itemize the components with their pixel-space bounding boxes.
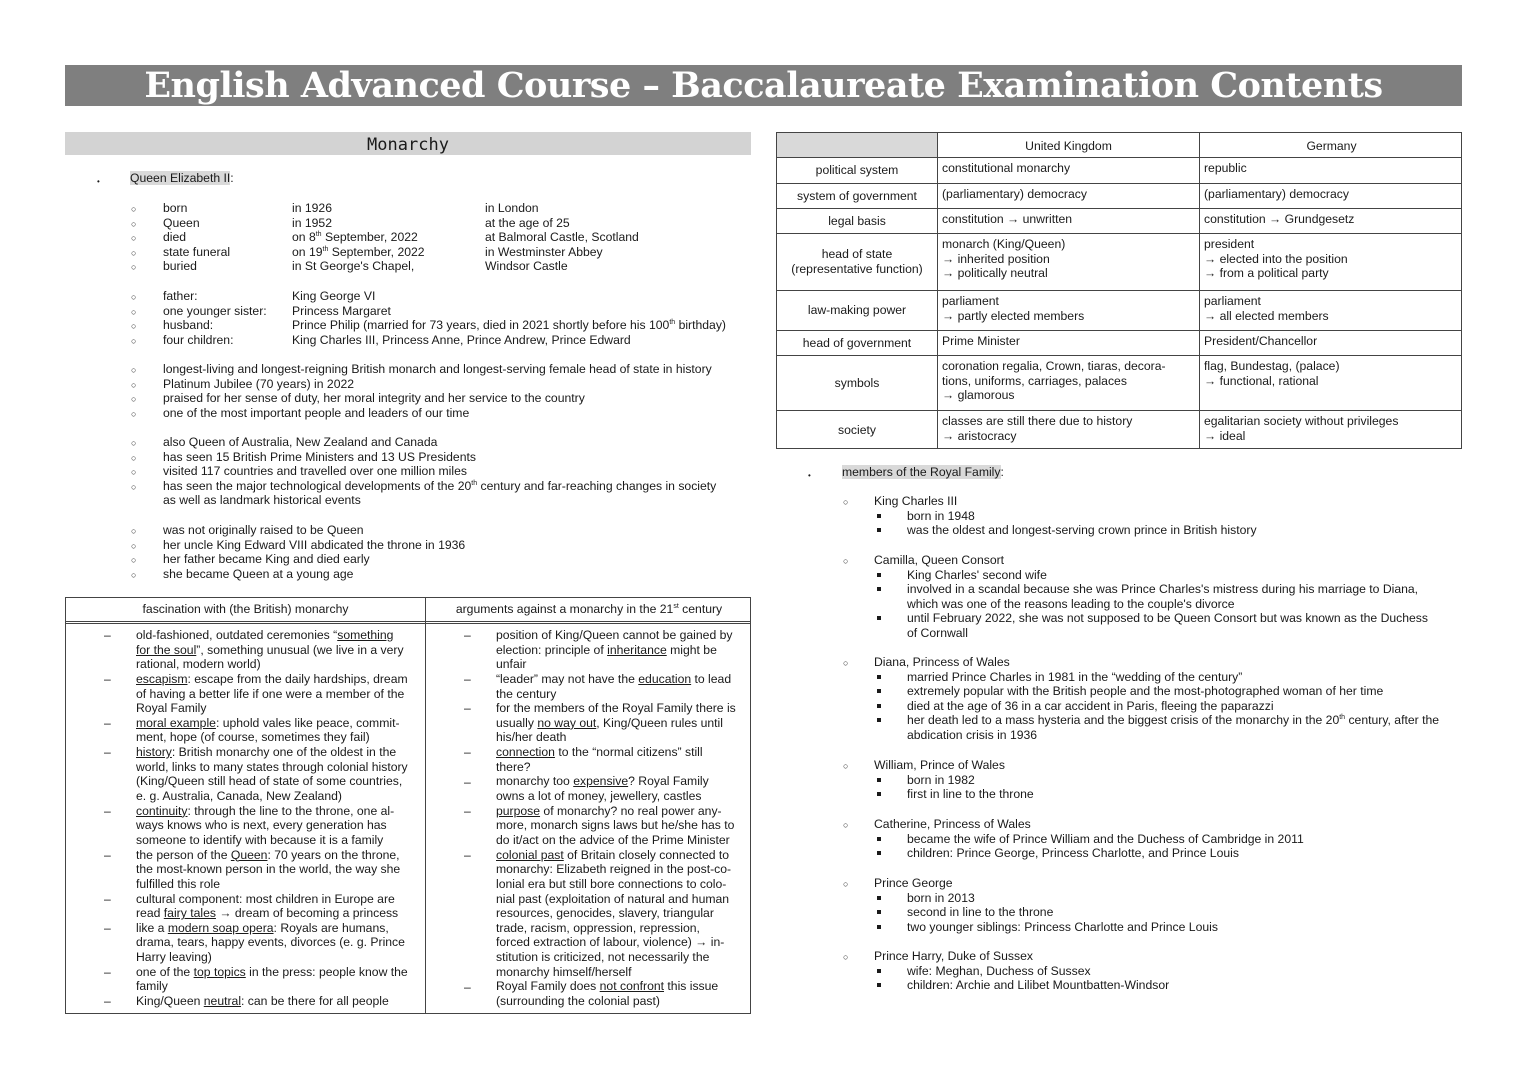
- argument-line: rational, modern world): [136, 657, 261, 672]
- dash-bullet: –: [104, 745, 111, 760]
- uk-cell: (parliamentary) democracy: [942, 187, 1087, 201]
- youth-line: her uncle King Edward VIII abdicated the throne in 1936: [163, 537, 466, 552]
- against-heading: arguments against a monarchy in the 21st century: [455, 602, 723, 616]
- uk-cell: → aristocracy: [942, 428, 1017, 443]
- argument-line: King/Queen neutral: can be there for all people: [136, 994, 389, 1009]
- for-arguments: [136, 628, 408, 1009]
- royal-member-point: her death led to a mass hysteria and the biggest crisis of the monarchy in the 20th century, after the: [907, 713, 1440, 728]
- argument-line: history: British monarchy one of the oldest in the: [136, 745, 397, 760]
- circle-bullet: ○: [131, 321, 137, 332]
- dash-bullet: –: [464, 774, 471, 789]
- circle-bullet: ○: [843, 820, 849, 830]
- fact-label: state funeral: [163, 244, 231, 259]
- achievement-line: praised for her sense of duty, her moral integrity and her service to the country: [163, 391, 585, 406]
- argument-line: escapism: escape from the daily hardships, dream: [136, 671, 408, 686]
- argument-line: cultural component: most children in Europe are: [136, 891, 395, 906]
- fact-date: on 19th September, 2022: [292, 244, 425, 259]
- argument-line: e. g. Australia, Canada, New Zealand): [136, 789, 342, 804]
- square-bullet: [877, 910, 881, 914]
- royal-member-point: first in line to the throne: [907, 787, 1034, 802]
- argument-line: old-fashioned, outdated ceremonies “something: [136, 628, 394, 642]
- argument-line: usually no way out, King/Queen rules until: [496, 715, 723, 730]
- argument-line: election: principle of inheritance might be: [496, 642, 717, 657]
- fact-place: in Westminster Abbey: [485, 244, 603, 259]
- argument-line: for the members of the Royal Family there is: [496, 701, 736, 716]
- row-label: head of government: [802, 335, 912, 350]
- fact2-line: has seen the major technological developments of the 20th century and far-reaching changes in society: [163, 478, 717, 493]
- circle-bullet: ○: [131, 569, 137, 580]
- fact-place: at Balmoral Castle, Scotland: [485, 230, 639, 245]
- argument-line: connection to the “normal citizens” still: [496, 745, 703, 760]
- family-label: husband:: [163, 318, 214, 333]
- argument-line: one of the top topics in the press: people know the: [136, 964, 408, 979]
- royal-member-name: King Charles III: [874, 494, 958, 508]
- circle-bullet: ○: [843, 497, 849, 507]
- fact2-line: also Queen of Australia, New Zealand and Canada: [163, 435, 438, 449]
- circle-bullet: ○: [131, 408, 137, 419]
- germany-cell: → ideal: [1204, 428, 1246, 443]
- germany-cell: flag, Bundestag, (palace): [1204, 359, 1340, 373]
- germany-cell: parliament: [1204, 294, 1261, 308]
- circle-bullet: ○: [843, 658, 849, 668]
- argument-line: there?: [496, 759, 531, 774]
- square-bullet: [877, 616, 881, 620]
- argument-line: more, monarch signs laws but he/she has to: [496, 818, 735, 833]
- circle-bullet: ○: [131, 233, 137, 244]
- fact-label: born: [163, 201, 188, 215]
- circle-bullet: ○: [131, 247, 137, 258]
- royal-member-point: children: Prince George, Princess Charlotte, and Prince Louis: [907, 846, 1239, 861]
- circle-bullet: ○: [843, 952, 849, 962]
- uk-cell: coronation regalia, Crown, tiaras, decora-: [942, 359, 1166, 373]
- argument-line: (surrounding the colonial past): [496, 994, 660, 1009]
- argument-line: ways knows who is next, every generation has: [136, 818, 387, 833]
- youth-line: was not originally raised to be Queen: [163, 523, 364, 537]
- argument-line: monarchy too expensive? Royal Family: [496, 774, 709, 789]
- square-bullet: [877, 925, 881, 929]
- argument-line: forced extraction of labour, violence) → in-: [496, 935, 725, 950]
- dash-bullet: –: [104, 671, 111, 686]
- circle-bullet: ○: [131, 467, 137, 478]
- fact-date: in St George's Chapel,: [292, 259, 415, 274]
- dash-bullet: –: [464, 803, 471, 818]
- square-bullet: [877, 704, 881, 708]
- circle-bullet: ○: [843, 761, 849, 771]
- argument-line: Royal Family does not confront this issue: [496, 979, 719, 994]
- dash-bullet: –: [464, 847, 471, 862]
- dash-bullet: –: [464, 979, 471, 994]
- section-heading: Monarchy: [65, 132, 751, 155]
- argument-line: nial past (exploitation of natural and human: [496, 891, 730, 906]
- fact-label: Queen: [163, 215, 200, 230]
- dash-bullet: –: [104, 964, 111, 979]
- argument-line: stitution is criticized, not necessarily the: [496, 950, 710, 965]
- argument-line: unfair: [496, 657, 527, 672]
- fact2-line: as well as landmark historical events: [163, 493, 361, 508]
- uk-cell: tions, uniforms, carriages, palaces: [942, 373, 1127, 388]
- royal-member-point: second in line to the throne: [907, 905, 1054, 920]
- row-label: system of government: [797, 188, 917, 203]
- fact-place: in London: [485, 201, 539, 215]
- dash-bullet: –: [104, 994, 111, 1009]
- circle-bullet: ○: [131, 394, 137, 405]
- circle-bullet: ○: [131, 204, 137, 214]
- royal-member-point: extremely popular with the British people and the most-photographed woman of her time: [907, 684, 1384, 699]
- family-value: King Charles III, Princess Anne, Prince Andrew, Prince Edward: [292, 332, 631, 347]
- argument-line: trade, racism, oppression, repression,: [496, 920, 700, 935]
- germany-cell: president: [1204, 237, 1255, 251]
- argument-line: Royal Family: [136, 701, 207, 716]
- circle-bullet: ○: [131, 292, 137, 302]
- uk-cell: Prime Minister: [942, 334, 1020, 348]
- uk-cell: monarch (King/Queen): [942, 237, 1066, 251]
- circle-bullet: ○: [131, 335, 137, 346]
- dash-bullet: –: [464, 628, 471, 642]
- argument-line: like a modern soap opera: Royals are humans,: [136, 920, 389, 935]
- royal-member-point: born in 1982: [907, 772, 975, 787]
- argument-line: Harry leaving): [136, 950, 212, 965]
- row-label: head of state: [821, 247, 893, 262]
- row-label: political system: [815, 163, 899, 178]
- fact-date: in 1952: [292, 215, 332, 230]
- square-bullet: [877, 778, 881, 782]
- royal-member-point: two younger siblings: Princess Charlotte and Prince Louis: [907, 919, 1218, 934]
- circle-bullet: ○: [131, 555, 137, 566]
- square-bullet: [877, 528, 881, 532]
- fact2-line: visited 117 countries and travelled over one million miles: [163, 464, 467, 479]
- royal-member-name: Catherine, Princess of Wales: [874, 817, 1031, 831]
- against-arguments: [496, 628, 736, 1009]
- fact-label: buried: [163, 259, 197, 274]
- circle-bullet: ○: [131, 306, 137, 317]
- circle-bullet: ○: [843, 556, 849, 566]
- argument-line: moral example: uphold vales like peace, commit-: [136, 715, 400, 730]
- youth-line: she became Queen at a young age: [163, 566, 354, 581]
- germany-cell: republic: [1204, 161, 1247, 175]
- royals-heading: members of the Royal Family:: [842, 465, 1004, 479]
- argument-line: his/her death: [496, 730, 567, 745]
- square-bullet: [877, 837, 881, 841]
- square-bullet: [877, 514, 881, 518]
- argument-line: do it/act on the advice of the Prime Minister: [496, 832, 730, 847]
- fact-date: on 8th September, 2022: [292, 230, 418, 245]
- dash-bullet: –: [464, 745, 471, 760]
- germany-cell: → functional, rational: [1204, 373, 1319, 388]
- square-bullet: [877, 675, 881, 679]
- argument-line: the person of the Queen: 70 years on the throne,: [136, 847, 400, 862]
- germany-cell: (parliamentary) democracy: [1204, 187, 1349, 201]
- royal-member-name: Camilla, Queen Consort: [874, 553, 1005, 567]
- royal-member-name: Prince Harry, Duke of Sussex: [874, 949, 1033, 963]
- achievement-line: one of the most important people and leaders of our time: [163, 405, 470, 420]
- argument-line: purpose of monarchy? no real power any-: [496, 803, 722, 818]
- royal-member-point: until February 2022, she was not supposed to be Queen Consort but was known as the Duchess: [907, 611, 1428, 626]
- argument-line: monarchy himself/herself: [496, 964, 632, 979]
- square-bullet: [877, 851, 881, 855]
- uk-cell: constitutional monarchy: [942, 161, 1071, 175]
- family-label: father:: [163, 289, 198, 303]
- circle-bullet: ○: [131, 526, 137, 536]
- circle-bullet: ○: [131, 262, 137, 273]
- uk-cell: → politically neutral: [942, 266, 1048, 281]
- family-label: four children:: [163, 332, 234, 347]
- family-value: Princess Margaret: [292, 303, 391, 318]
- argument-line: drama, tears, happy events, divorces (e. g. Prince: [136, 935, 405, 950]
- royal-member-name: Prince George: [874, 876, 953, 890]
- arguments-table: [65, 597, 751, 1014]
- square-bullet: [877, 896, 881, 900]
- royal-member-point: born in 2013: [907, 890, 975, 905]
- argument-line: the most-known person in the world, the way she: [136, 862, 401, 877]
- royal-member-point: King Charles' second wife: [907, 567, 1047, 582]
- square-bullet: [877, 587, 881, 591]
- circle-bullet: ○: [131, 379, 137, 390]
- argument-line: (King/Queen still head of state of some countries,: [136, 774, 403, 789]
- royal-member-point: was the oldest and longest-serving crown prince in British history: [907, 523, 1257, 538]
- family-label: one younger sister:: [163, 303, 267, 318]
- row-label: legal basis: [828, 213, 886, 228]
- circle-bullet: ○: [131, 452, 137, 463]
- uk-cell: → inherited position: [942, 251, 1050, 266]
- argument-line: position of King/Queen cannot be gained by: [496, 628, 733, 642]
- argument-line: family: [136, 979, 168, 994]
- achievement-line: longest-living and longest-reigning British monarch and longest-serving female head of state in history: [163, 362, 712, 376]
- dash-bullet: –: [104, 847, 111, 862]
- circle-bullet: ○: [131, 481, 137, 492]
- argument-line: fulfilled this role: [136, 876, 220, 891]
- argument-line: lonial era but still bore connections to colo-: [496, 876, 727, 891]
- circle-bullet: ○: [843, 879, 849, 889]
- row-label: law-making power: [807, 303, 907, 318]
- royal-member-point: born in 1948: [907, 508, 975, 523]
- uk-cell: classes are still there due to history: [942, 414, 1133, 428]
- argument-line: the century: [496, 686, 557, 701]
- row-label: (representative function): [791, 262, 923, 276]
- square-bullet: [877, 718, 881, 722]
- germany-cell: → all elected members: [1204, 308, 1329, 323]
- circle-bullet: ○: [131, 540, 137, 551]
- argument-line: monarchy: Elizabeth reigned in the post-co-: [496, 862, 732, 877]
- dash-bullet: –: [104, 921, 111, 935]
- argument-line: ment, hope (of course, sometimes they fail): [136, 730, 370, 745]
- family-value: King George VI: [292, 289, 376, 303]
- uk-cell: parliament: [942, 294, 999, 308]
- fact-date: in 1926: [292, 201, 332, 215]
- argument-line: of having a better life if one were a member of the: [136, 686, 405, 701]
- royal-member-name: William, Prince of Wales: [874, 758, 1005, 772]
- argument-line: read fairy tales → dream of becoming a princess: [136, 906, 399, 921]
- royal-member-point: of Cornwall: [907, 626, 968, 640]
- circle-bullet: ○: [131, 218, 137, 229]
- comparison-table: [776, 132, 1462, 449]
- argument-line: continuity: through the line to the throne, one al-: [136, 803, 395, 818]
- row-label: symbols: [834, 375, 880, 390]
- argument-line: owns a lot of money, jewellery, castles: [496, 789, 702, 804]
- germany-cell: → elected into the position: [1204, 251, 1348, 266]
- germany-cell: egalitarian society without privileges: [1204, 414, 1399, 428]
- col-uk: United Kingdom: [1025, 139, 1112, 153]
- argument-line: “leader” may not have the education to lead: [496, 671, 732, 686]
- royal-member-point: married Prince Charles in 1981 in the “wedding of the century”: [907, 669, 1243, 684]
- royal-member-point: wife: Meghan, Duchess of Sussex: [907, 963, 1091, 978]
- fact2-line: has seen 15 British Prime Ministers and 13 US Presidents: [163, 449, 476, 464]
- square-bullet: [877, 573, 881, 577]
- fact-label: died: [163, 230, 187, 245]
- dash-bullet: –: [104, 628, 111, 642]
- queen-heading: Queen Elizabeth II:: [130, 171, 234, 185]
- royal-member-point: abdication crisis in 1936: [907, 728, 1038, 742]
- royal-member-point: became the wife of Prince William and the Duchess of Cambridge in 2011: [907, 831, 1304, 846]
- royal-member-name: Diana, Princess of Wales: [874, 655, 1010, 669]
- dash-bullet: –: [464, 671, 471, 686]
- argument-line: colonial past of Britain closely connected to: [496, 847, 730, 862]
- fact-place: at the age of 25: [485, 215, 570, 230]
- dash-bullet: –: [104, 891, 111, 906]
- argument-line: resources, genocides, slavery, triangular: [496, 906, 714, 921]
- circle-bullet: ○: [131, 365, 137, 375]
- row-label: society: [838, 423, 876, 438]
- uk-cell: constitution → unwritten: [942, 212, 1073, 226]
- square-bullet: [877, 969, 881, 973]
- bullet: •: [808, 471, 811, 480]
- germany-cell: President/Chancellor: [1204, 334, 1318, 348]
- circle-bullet: ○: [131, 438, 137, 448]
- royal-member-point: which was one of the reasons leading to the couple's divorce: [907, 596, 1235, 611]
- page-banner: English Advanced Course – Baccalaureate Examination Contents: [65, 65, 1462, 106]
- royal-member-point: died at the age of 36 in a car accident in Paris, fleeing the paparazzi: [907, 698, 1274, 713]
- dash-bullet: –: [464, 701, 471, 716]
- youth-line: her father became King and died early: [163, 552, 370, 567]
- square-bullet: [877, 983, 881, 987]
- argument-line: someone to identify with because it is a family: [136, 832, 384, 847]
- square-bullet: [877, 792, 881, 796]
- royal-member-point: involved in a scandal because she was Prince Charles's mistress during his marriage to Diana,: [907, 582, 1419, 597]
- dash-bullet: –: [104, 803, 111, 818]
- fact-place: Windsor Castle: [485, 259, 568, 274]
- germany-cell: constitution → Grundgesetz: [1204, 212, 1355, 226]
- family-value: Prince Philip (married for 73 years, died in 2021 shortly before his 100th birthday): [292, 318, 726, 333]
- dash-bullet: –: [104, 715, 111, 730]
- col-germany: Germany: [1306, 139, 1357, 153]
- argument-line: for the soul”, something unusual (we live in a very: [136, 642, 404, 657]
- royal-member-point: children: Archie and Lilibet Mountbatten-Windsor: [907, 978, 1170, 993]
- germany-cell: → from a political party: [1204, 266, 1329, 281]
- uk-cell: → partly elected members: [942, 308, 1085, 323]
- uk-cell: → glamorous: [942, 388, 1015, 403]
- for-heading: fascination with (the British) monarchy: [142, 602, 349, 616]
- argument-line: world, links to many states through colonial history: [136, 759, 408, 774]
- bullet: •: [97, 177, 100, 186]
- square-bullet: [877, 689, 881, 693]
- achievement-line: Platinum Jubilee (70 years) in 2022: [163, 376, 355, 391]
